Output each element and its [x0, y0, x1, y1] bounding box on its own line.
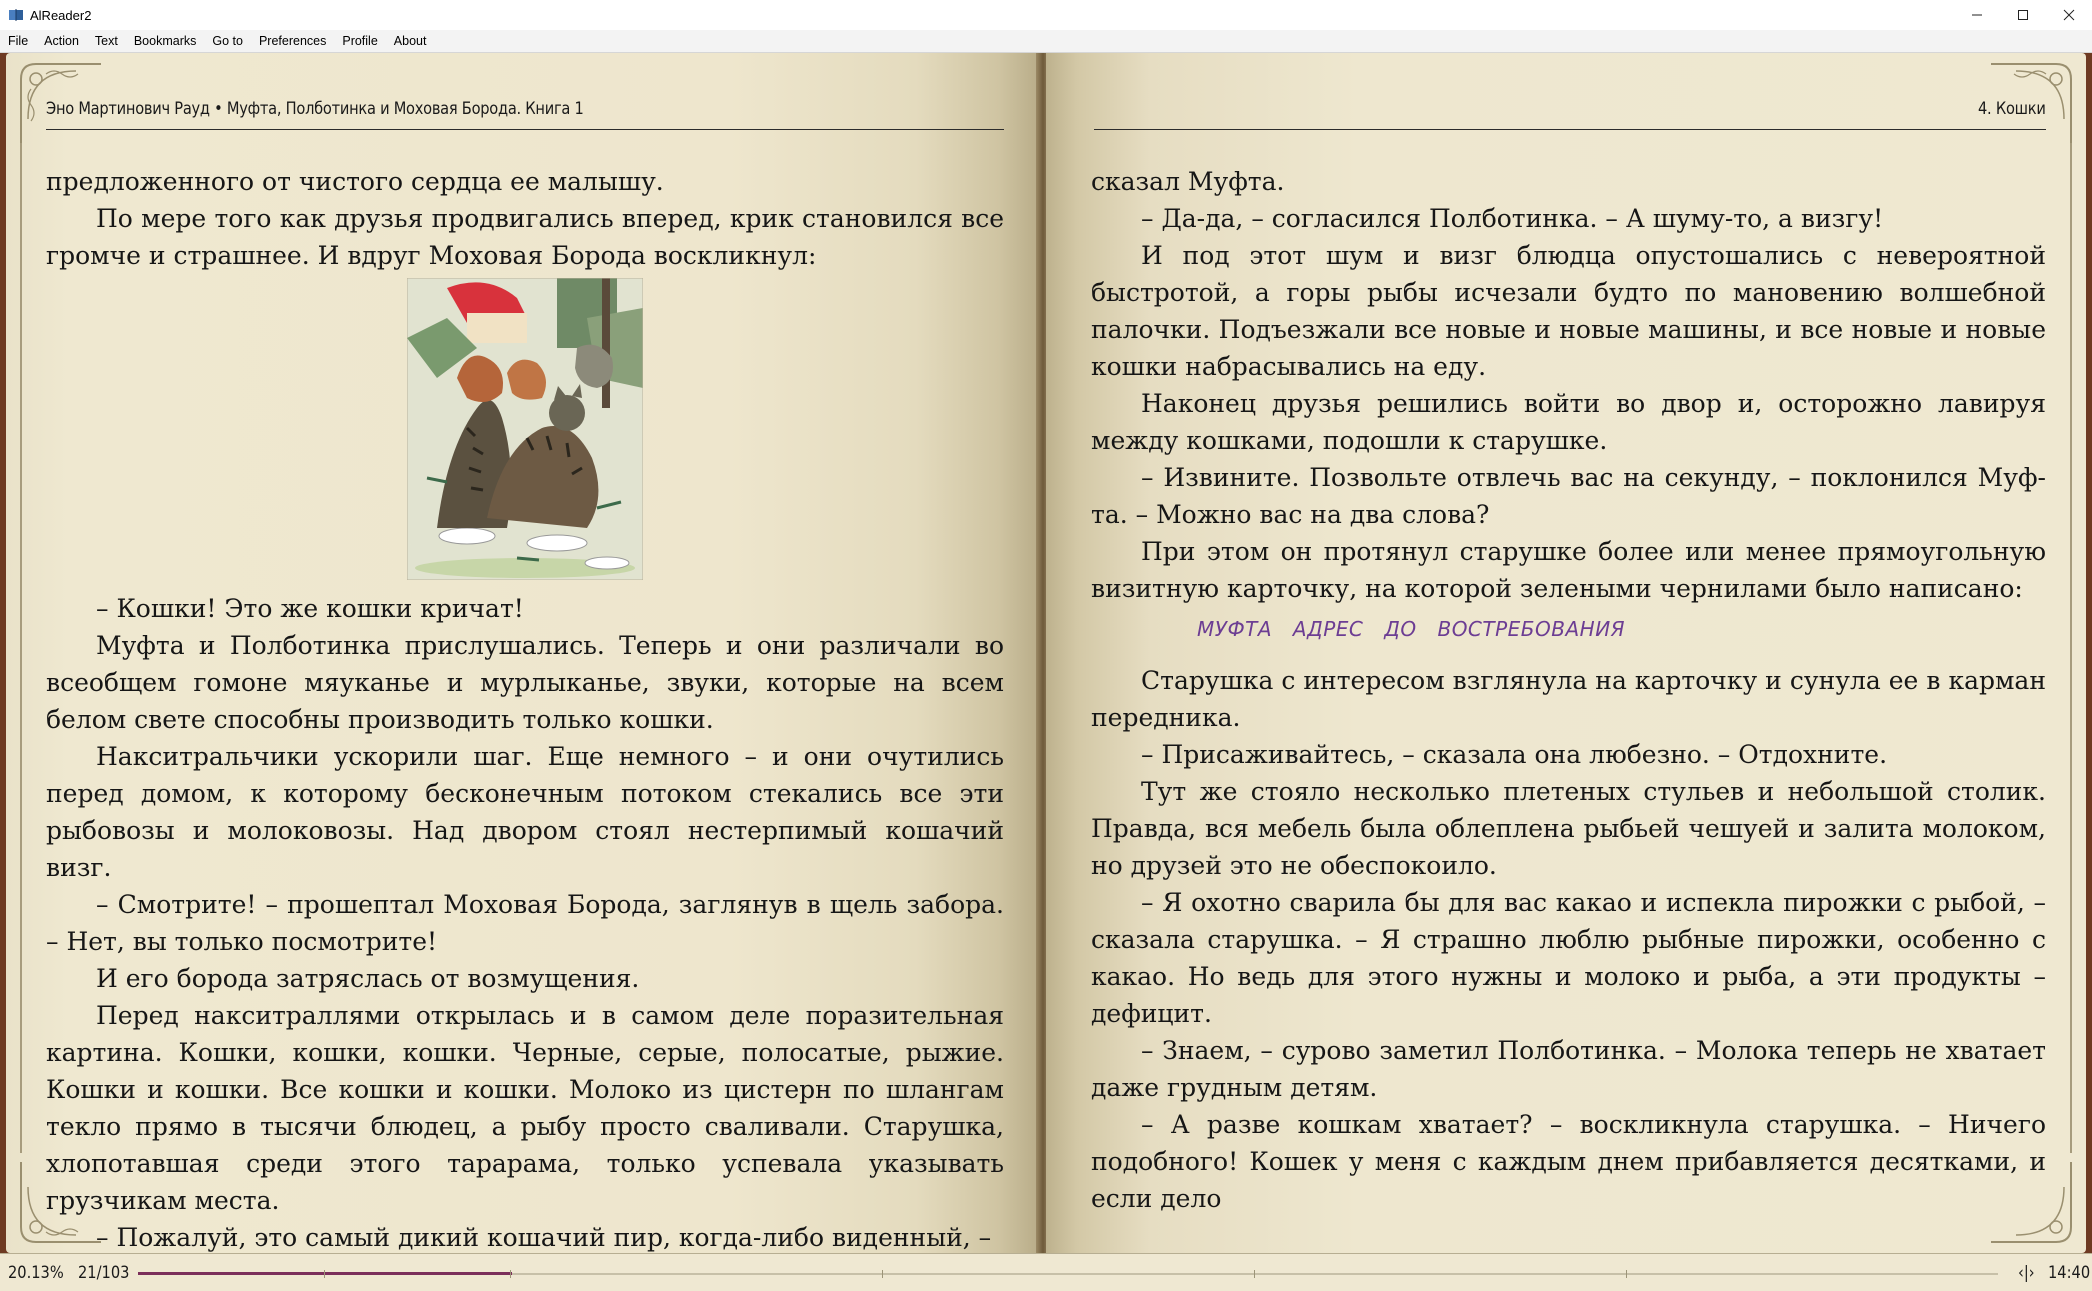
left-page[interactable]	[6, 53, 1040, 1253]
chapter-tick	[324, 1270, 325, 1278]
clock: 14:40	[2048, 1263, 2091, 1283]
maximize-button[interactable]	[2000, 0, 2046, 30]
header-rule	[46, 129, 1004, 130]
menu-preferences[interactable]: Preferences	[258, 34, 327, 48]
menu-profile[interactable]: Profile	[342, 34, 378, 48]
close-icon	[2063, 9, 2075, 21]
menu-bookmarks[interactable]: Bookmarks	[133, 34, 197, 48]
running-header-left: Эно Мартинович Рауд • Муфта, Полботинка и Моховая Борода. Книга 1	[46, 99, 584, 119]
status-bar	[0, 1253, 2092, 1291]
page-counter[interactable]: 21/103	[78, 1263, 130, 1283]
paragraph: Накситральчики ускорили шаг. Еще немного – и они очутились перед домом, к которому бесконечным потоком стекались все эти рыбовозы и молоковозы. Над двором стоял нестерпимый кошачий визг.	[46, 742, 1004, 882]
close-button[interactable]	[2046, 0, 2092, 30]
menu-goto[interactable]: Go to	[212, 34, 243, 48]
reading-progress-bar[interactable]	[138, 1273, 1998, 1275]
chapter-tick	[1254, 1270, 1255, 1278]
paragraph: – Знаем, – сурово заметил Полботинка. – Молока теперь не хватает даже грудным детям.	[1091, 1036, 2046, 1102]
paragraph: Наконец друзья решились войти во двор и, осторожно лавируя между кошками, подошли к старушке.	[1091, 389, 2046, 455]
reading-progress-fill	[138, 1272, 512, 1275]
maximize-icon	[2017, 9, 2029, 21]
app-icon	[8, 7, 24, 23]
paragraph: Тут же стояло несколько плетеных стульев и небольшой столик. Правда, вся мебель была облеплена рыбьей чешуей и залита молоком, но друзей это не обеспокоило.	[1091, 777, 2046, 880]
book-view[interactable]	[0, 53, 2092, 1253]
left-text-column	[46, 163, 1004, 1253]
menu-bar	[0, 30, 2092, 53]
paragraph: Старушка с интересом взглянула на карточку и сунула ее в карман передника.	[1091, 666, 2046, 732]
page-nav-icon[interactable]: ‹|›	[2018, 1263, 2035, 1283]
minimize-icon	[1971, 9, 1983, 21]
paragraph: – Пожалуй, это самый дикий кошачий пир, когда-либо виденный, –	[96, 1223, 992, 1252]
chapter-tick	[510, 1270, 511, 1278]
paragraph: И его борода затряслась от возмущения.	[96, 964, 640, 993]
paragraph: – Извините. Позвольте отвлечь вас на секунду, – поклонился Муфта. – Можно вас на два слова?	[1091, 463, 2046, 529]
paragraph: И под этот шум и визг блюдца опустошались с невероятной быстротой, а горы рыбы исчезали будто по мановению волшебной палочки. Подъезжали все новые и новые машины, и все новые и новые кошки набрасывались на еду.	[1091, 241, 2046, 381]
paragraph: – А разве кошкам хватает? – воскликнула старушка. – Ничего подобного! Кошек у меня с каждым днем прибавляется десятками, и если дело	[1091, 1110, 2046, 1213]
paragraph: При этом он протянул старушке более или менее прямоугольную визитную карточку, на которой зелеными чернилами было написано:	[1091, 537, 2046, 603]
page-frame-line	[20, 143, 22, 1153]
running-header-right: 4. Кошки	[1978, 99, 2046, 119]
window-title: AlReader2	[30, 7, 92, 23]
paragraph: предложенного от чистого сердца ее малышу.	[46, 167, 664, 196]
right-text-column	[1091, 163, 2046, 1217]
paragraph: Перед накситраллями открылась и в самом деле поразительная картина. Кошки, кошки, кошки. Черные, серые, полосатые, рыжие. Кошки и кошки. Все кошки и кошки. Молоко из цистерн по шлангам текло прямо в тысячи блюдец, а рыбу просто сваливали. Старушка, хлопотавшая среди этого тарарама, только успевала указывать грузчикам места.	[46, 1001, 1004, 1215]
right-page[interactable]	[1046, 53, 2086, 1253]
reading-percent: 20.13%	[8, 1263, 64, 1283]
paragraph: – Присаживайтесь, – сказала она любезно. – Отдохните.	[1141, 740, 1888, 769]
menu-text[interactable]: Text	[94, 34, 118, 48]
paragraph: – Смотрите! – прошептал Моховая Борода, заглянув в щель забора. – Нет, вы только посмотрите!	[46, 890, 1004, 956]
paragraph: – Кошки! Это же кошки кричат!	[96, 594, 524, 623]
menu-file[interactable]: File	[8, 34, 29, 48]
header-rule	[1094, 129, 2046, 130]
menu-about[interactable]: About	[393, 34, 427, 48]
paragraph: – Да-да, – согласился Полботинка. – А шуму-то, а визгу!	[1141, 204, 1884, 233]
business-card-note: МУФТА АДРЕС ДО ВОСТРЕБОВАНИЯ	[1197, 617, 1626, 641]
chapter-tick	[882, 1270, 883, 1278]
chapter-tick	[1626, 1270, 1627, 1278]
menu-action[interactable]: Action	[44, 34, 79, 48]
paragraph: Муфта и Полботинка прислушались. Теперь и они различали во всеобщем гомоне мяуканье и мурлыканье, звуки, которые на всем белом свете способны производить только кошки.	[46, 631, 1004, 734]
paragraph: По мере того как друзья продвигались вперед, крик становился все громче и страшнее. И вдруг Моховая Борода воскликнул:	[46, 204, 1004, 270]
page-frame-line	[2070, 143, 2072, 1153]
cats-feast-illustration	[407, 278, 643, 580]
minimize-button[interactable]	[1954, 0, 2000, 30]
paragraph: – Я охотно сварила бы для вас какао и испекла пирожки с рыбой, – сказала старушка. – Я страшно люблю рыбные пирожки, особенно с какао. Но ведь для этого нужны и молоко и рыба, а эти продукты – дефицит.	[1091, 888, 2046, 1028]
title-bar	[0, 0, 2092, 30]
paragraph: сказал Муфта.	[1091, 167, 1285, 196]
